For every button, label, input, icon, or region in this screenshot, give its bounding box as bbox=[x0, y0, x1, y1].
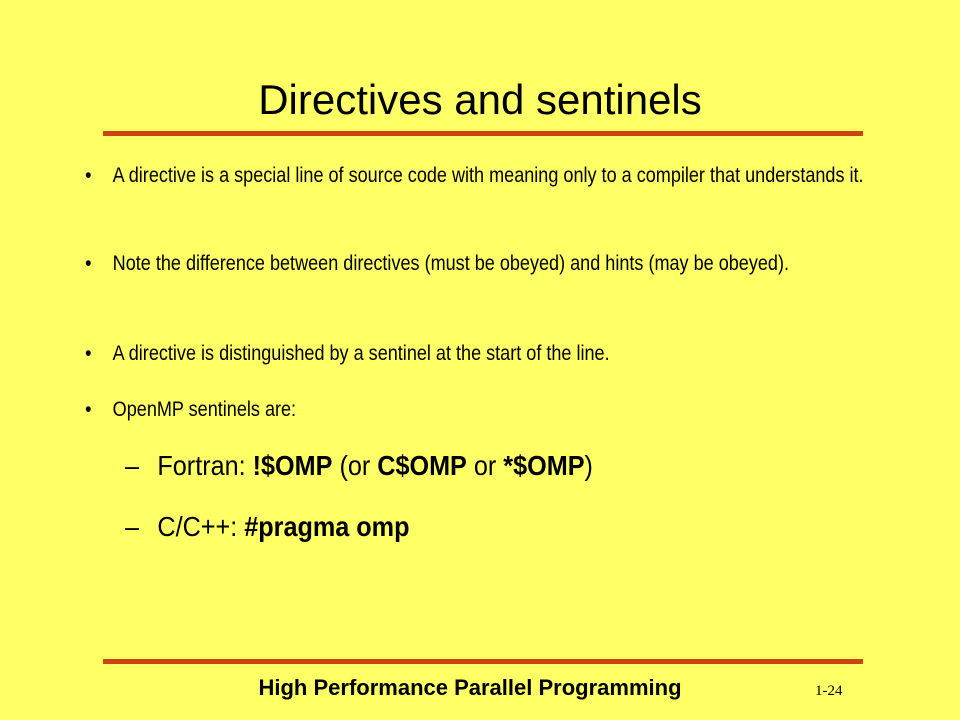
bullet-text: A directive is a special line of source code with meaning only to a compiler that understands it. bbox=[112, 164, 864, 187]
fortran-sentinel: !$OMP bbox=[252, 450, 333, 481]
bullet-marker: • bbox=[85, 164, 92, 187]
page-number: 1-24 bbox=[815, 683, 843, 699]
bullet-text: OpenMP sentinels are: bbox=[112, 398, 297, 421]
fortran-label: Fortran: bbox=[157, 450, 253, 481]
fortran-sentinel-line bbox=[125, 448, 593, 484]
sub-marker: – bbox=[125, 450, 140, 481]
fortran-alt-sentinel-2: *$OMP bbox=[503, 450, 585, 481]
fortran-close: ) bbox=[584, 450, 593, 481]
slide-title: Directives and sentinels bbox=[258, 76, 702, 123]
footer-title: High Performance Parallel Programming bbox=[258, 675, 682, 700]
bullet-text: A directive is distinguished by a sentinel at the start of the line. bbox=[112, 342, 610, 365]
bullet-marker: • bbox=[85, 398, 92, 421]
c-sentinel-line bbox=[125, 509, 409, 545]
c-sentinel: #pragma omp bbox=[244, 511, 410, 542]
title-divider bbox=[103, 131, 863, 136]
bullet-marker: • bbox=[85, 342, 92, 365]
bullet-marker: • bbox=[85, 252, 92, 275]
bullet-text: Note the difference between directives (must be obeyed) and hints (may be obeyed). bbox=[112, 252, 789, 275]
fortran-alt-sentinel-1: C$OMP bbox=[377, 450, 467, 481]
c-label: C/C++: bbox=[157, 511, 245, 542]
fortran-or-mid: or bbox=[466, 450, 504, 481]
fortran-or-open: (or bbox=[332, 450, 378, 481]
footer-divider bbox=[103, 659, 863, 664]
sub-marker: – bbox=[125, 511, 140, 542]
